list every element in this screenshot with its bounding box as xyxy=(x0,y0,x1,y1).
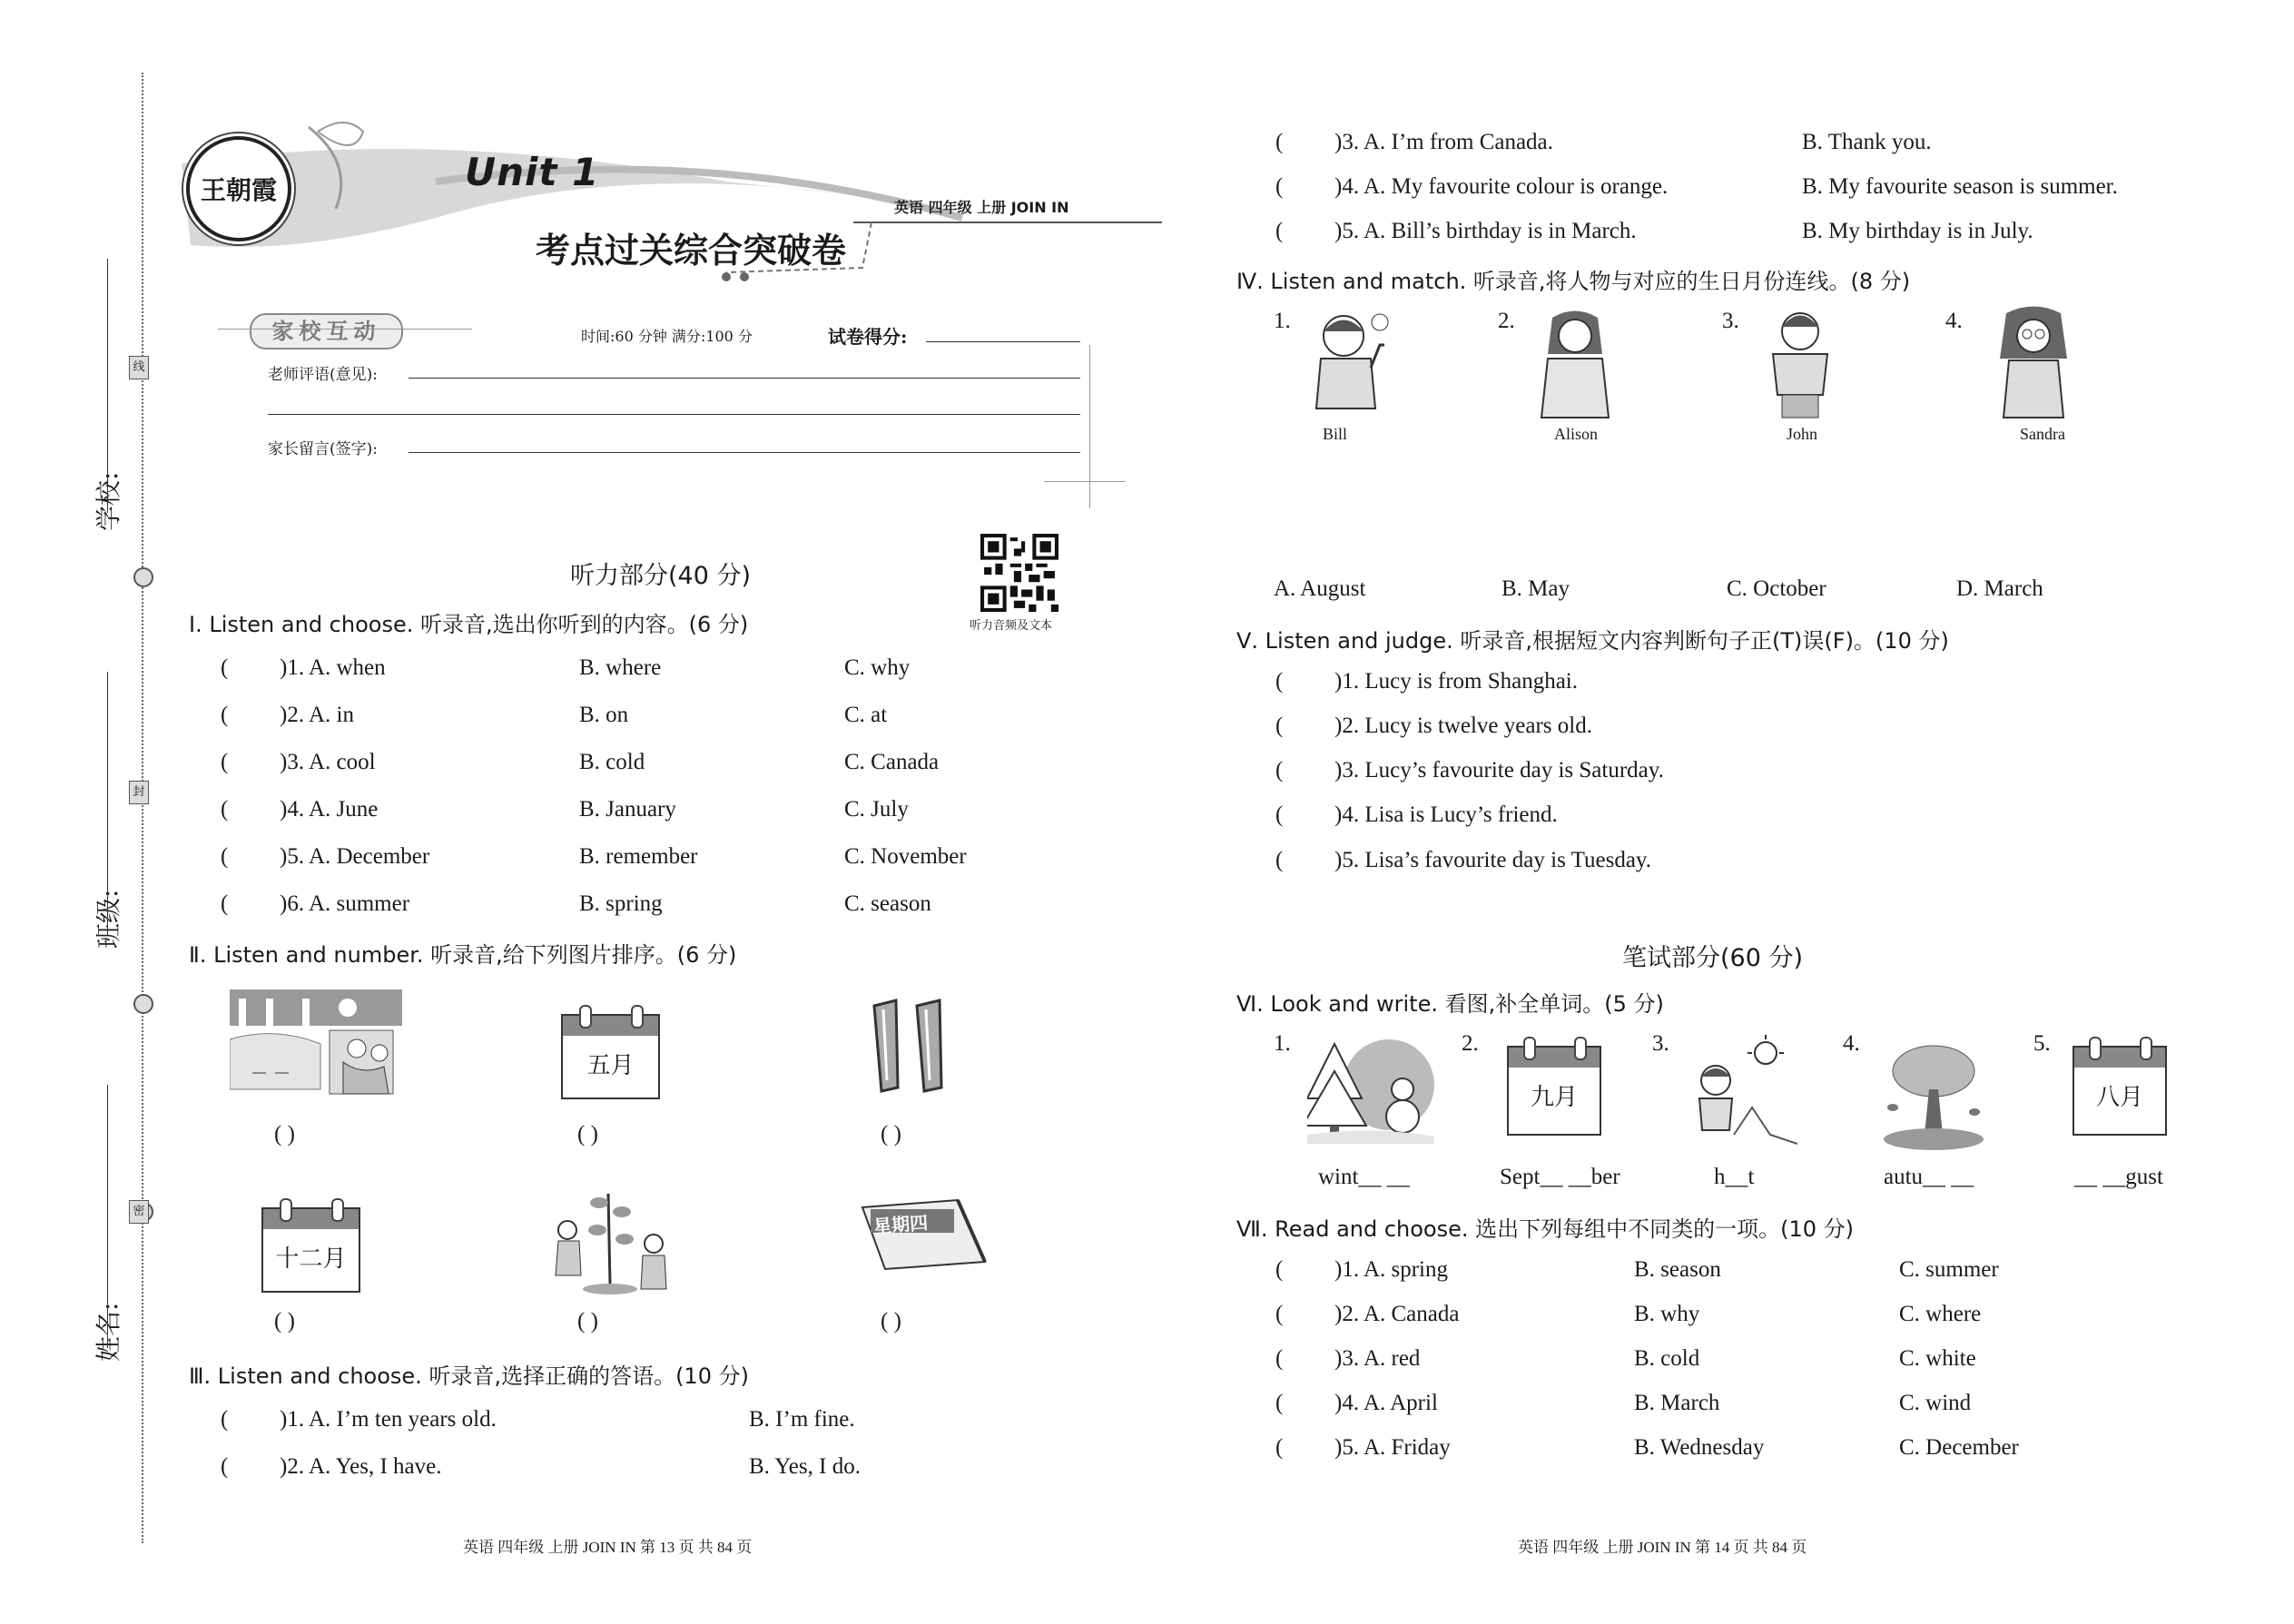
s2-answer-2[interactable]: ( ) xyxy=(577,1122,598,1147)
answer-blank[interactable]: ( xyxy=(221,703,229,727)
box-rule-right-h xyxy=(1044,481,1126,482)
calendar-december xyxy=(261,1207,360,1293)
calendar-december-text: 十二月 xyxy=(275,1245,347,1273)
class-label: 班级: xyxy=(94,889,123,949)
answer-blank[interactable]: ( xyxy=(221,1454,229,1479)
answer-blank[interactable]: ( xyxy=(1275,1302,1284,1326)
s2-answer-1[interactable]: ( ) xyxy=(274,1122,295,1147)
s2-answer-3[interactable]: ( ) xyxy=(881,1122,901,1147)
listening-section-title: 听力部分(40 分) xyxy=(570,562,752,590)
s1-q6: )6. A. summer xyxy=(280,891,410,916)
home-school-label: 家校互动 xyxy=(271,319,381,344)
answer-blank[interactable]: ( xyxy=(1275,1391,1284,1415)
answer-blank[interactable]: ( xyxy=(1275,219,1284,243)
s7-q3-c: C. white xyxy=(1899,1346,1976,1371)
s3-q4: )4. A. My favourite colour is orange. xyxy=(1334,174,1669,199)
s7-q4-c: C. wind xyxy=(1899,1391,1972,1415)
s4-num-2: 2. xyxy=(1498,309,1515,333)
section-3-title: Ⅲ. Listen and choose. 听录音,选择正确的答语。(10 分) xyxy=(189,1363,749,1389)
answer-blank[interactable]: ( xyxy=(1275,669,1284,694)
box-rule-left xyxy=(218,329,472,330)
calendar-august xyxy=(2072,1046,2167,1136)
seal-label-seal: 封 xyxy=(129,781,149,804)
answer-blank[interactable]: ( xyxy=(221,844,229,869)
s1-q1-b: B. where xyxy=(579,655,662,680)
answer-blank[interactable]: ( xyxy=(1275,130,1284,154)
calendar-september-text: 九月 xyxy=(1530,1084,1578,1111)
answer-blank[interactable]: ( xyxy=(221,797,229,822)
person-name-bill: Bill xyxy=(1323,425,1348,443)
s3-q1-b: B. I’m fine. xyxy=(749,1407,855,1432)
page-title: 考点过关综合突破卷 xyxy=(536,230,847,271)
s7-q3-b: B. cold xyxy=(1634,1346,1700,1371)
person-bill xyxy=(1294,304,1403,422)
picture-winter xyxy=(1307,1035,1434,1144)
calendar-august-text: 八月 xyxy=(2095,1084,2143,1111)
word-blank-5[interactable]: __ __gust xyxy=(2074,1165,2163,1189)
s5-q5: )5. Lisa’s favourite day is Tuesday. xyxy=(1334,848,1652,872)
s3-q4-b: B. My favourite season is summer. xyxy=(1802,174,2118,199)
calendar-may-text: 五月 xyxy=(586,1052,635,1079)
school-field[interactable] xyxy=(107,259,108,513)
score-field[interactable] xyxy=(926,341,1080,342)
picture-planting-tree xyxy=(545,1176,681,1303)
section-5-title: Ⅴ. Listen and judge. 听录音,根据短文内容判断句子正(T)误(F)。(10 分) xyxy=(1236,628,1949,654)
teacher-comment-field[interactable] xyxy=(409,378,1080,379)
s2-answer-5[interactable]: ( ) xyxy=(577,1309,598,1334)
person-name-john: John xyxy=(1787,425,1818,443)
s1-q6-c: C. season xyxy=(844,891,931,916)
section-6-title: Ⅵ. Look and write. 看图,补全单词。(5 分) xyxy=(1236,991,1664,1017)
s7-q1-b: B. season xyxy=(1634,1257,1721,1282)
edition-tag: 英语 四年级 上册 JOIN IN xyxy=(894,199,1069,216)
s5-q4: )4. Lisa is Lucy’s friend. xyxy=(1334,802,1558,827)
s7-q3: )3. A. red xyxy=(1334,1346,1421,1371)
section-2-title: Ⅱ. Listen and number. 听录音,给下列图片排序。(6 分) xyxy=(189,942,737,968)
parent-comment-field[interactable] xyxy=(409,452,1080,453)
s1-q5-b: B. remember xyxy=(579,844,698,869)
section-7-title: Ⅶ. Read and choose. 选出下列每组中不同类的一项。(10 分) xyxy=(1236,1216,1855,1242)
s3-q3: )3. A. I’m from Canada. xyxy=(1334,130,1553,154)
class-field[interactable] xyxy=(107,672,108,935)
s6-num-1: 1. xyxy=(1274,1031,1291,1056)
s3-q5-b: B. My birthday is in July. xyxy=(1802,219,2033,243)
name-label: 姓名: xyxy=(94,1302,123,1362)
person-john xyxy=(1750,304,1850,422)
right-footer: 英语 四年级 上册 JOIN IN 第 14 页 共 84 页 xyxy=(1518,1539,1807,1556)
answer-blank[interactable]: ( xyxy=(1275,1435,1284,1460)
s1-q5: )5. A. December xyxy=(280,844,430,869)
person-name-alison: Alison xyxy=(1554,425,1599,443)
month-option-a: A. August xyxy=(1274,576,1366,601)
s7-q2-c: C. where xyxy=(1899,1302,1982,1326)
qr-code[interactable] xyxy=(980,534,1058,612)
s1-q2: )2. A. in xyxy=(280,703,354,727)
s7-q1-c: C. summer xyxy=(1899,1257,1999,1282)
calendar-may xyxy=(561,1014,660,1099)
brand-logo-text: 王朝霞 xyxy=(200,175,277,205)
answer-blank[interactable]: ( xyxy=(221,1407,229,1432)
s6-num-4: 4. xyxy=(1843,1031,1860,1056)
s7-q5-b: B. Wednesday xyxy=(1634,1435,1765,1460)
section-1-title: Ⅰ. Listen and choose. 听录音,选出你听到的内容。(6 分) xyxy=(189,612,749,637)
s3-q3-b: B. Thank you. xyxy=(1802,130,1932,154)
time-info: 时间:60 分钟 满分:100 分 xyxy=(581,328,753,345)
answer-blank[interactable]: ( xyxy=(1275,802,1284,827)
picture-snow-family xyxy=(230,989,402,1107)
s7-q4-b: B. March xyxy=(1634,1391,1720,1415)
s2-answer-6[interactable]: ( ) xyxy=(881,1309,901,1334)
s1-q5-c: C. November xyxy=(844,844,967,869)
answer-blank[interactable]: ( xyxy=(1275,174,1284,199)
picture-autumn-tree xyxy=(1875,1035,1993,1153)
brand-logo xyxy=(186,136,291,241)
s1-q4: )4. A. June xyxy=(280,797,379,822)
writing-section-title: 笔试部分(60 分) xyxy=(1622,944,1804,972)
s5-q1: )1. Lucy is from Shanghai. xyxy=(1334,669,1579,694)
binding-mark-1 xyxy=(133,567,153,587)
s7-q5: )5. A. Friday xyxy=(1334,1435,1451,1460)
desk-calendar-text: 星期四 xyxy=(872,1211,929,1238)
word-blank-2[interactable]: Sept__ __ber xyxy=(1500,1165,1620,1189)
calendar-september xyxy=(1507,1046,1601,1136)
parent-comment-label: 家长留言(签字): xyxy=(268,440,378,458)
binding-dotted-line xyxy=(142,73,143,1543)
answer-blank[interactable]: ( xyxy=(1275,1257,1284,1282)
teacher-comment-label: 老师评语(意见): xyxy=(268,366,378,384)
s1-q3: )3. A. cool xyxy=(280,750,376,774)
answer-blank[interactable]: ( xyxy=(1275,758,1284,782)
box-rule-right-v xyxy=(1089,345,1090,508)
month-option-c: C. October xyxy=(1727,576,1826,601)
s3-q5: )5. A. Bill’s birthday is in March. xyxy=(1334,219,1637,243)
s5-q3: )3. Lucy’s favourite day is Saturday. xyxy=(1334,758,1664,782)
answer-blank[interactable]: ( xyxy=(1275,714,1284,738)
answer-blank[interactable]: ( xyxy=(221,891,229,916)
month-option-b: B. May xyxy=(1501,576,1570,601)
answer-blank[interactable]: ( xyxy=(221,655,229,680)
s1-q3-c: C. Canada xyxy=(844,750,940,774)
s6-num-3: 3. xyxy=(1652,1031,1669,1056)
qr-caption: 听力音频及文本 xyxy=(970,619,1053,633)
s4-num-4: 4. xyxy=(1945,309,1963,333)
seal-label-line: 线 xyxy=(129,356,149,379)
left-footer: 英语 四年级 上册 JOIN IN 第 13 页 共 84 页 xyxy=(463,1539,753,1556)
picture-number-eleven xyxy=(867,997,958,1097)
s1-q6-b: B. spring xyxy=(579,891,663,916)
s3-q2-b: B. Yes, I do. xyxy=(749,1454,861,1479)
s1-q4-c: C. July xyxy=(844,797,909,822)
unit-title: Unit 1 xyxy=(465,150,600,194)
word-blank-1[interactable]: wint__ __ xyxy=(1318,1165,1410,1189)
s4-num-1: 1. xyxy=(1274,309,1291,333)
home-school-badge xyxy=(250,313,403,349)
answer-blank[interactable]: ( xyxy=(1275,848,1284,872)
person-alison xyxy=(1525,304,1625,422)
s7-q5-c: C. December xyxy=(1899,1435,2019,1460)
word-blank-4[interactable]: autu__ __ xyxy=(1884,1165,1974,1189)
answer-blank[interactable]: ( xyxy=(221,750,229,774)
s7-q2-b: B. why xyxy=(1634,1302,1700,1326)
s3-q1: )1. A. I’m ten years old. xyxy=(280,1407,497,1432)
s1-q2-b: B. on xyxy=(579,703,629,727)
teacher-comment-field-2[interactable] xyxy=(268,414,1080,415)
name-field[interactable] xyxy=(107,1085,108,1348)
s7-q1: )1. A. spring xyxy=(1334,1257,1448,1282)
picture-hot-day xyxy=(1679,1035,1797,1153)
s2-answer-4[interactable]: ( ) xyxy=(274,1309,295,1334)
s4-num-3: 3. xyxy=(1722,309,1739,333)
person-sandra xyxy=(1984,304,2083,422)
s7-q2: )2. A. Canada xyxy=(1334,1302,1460,1326)
month-option-d: D. March xyxy=(1956,576,2043,601)
s1-q2-c: C. at xyxy=(844,703,888,727)
person-name-sandra: Sandra xyxy=(2020,425,2065,443)
score-label: 试卷得分: xyxy=(828,326,908,348)
s1-q1: )1. A. when xyxy=(280,655,386,680)
s3-q2: )2. A. Yes, I have. xyxy=(280,1454,442,1479)
word-blank-3[interactable]: h__t xyxy=(1714,1165,1755,1189)
s6-num-5: 5. xyxy=(2033,1031,2051,1056)
s5-q2: )2. Lucy is twelve years old. xyxy=(1334,714,1592,738)
s1-q3-b: B. cold xyxy=(579,750,645,774)
s1-q4-b: B. January xyxy=(579,797,676,822)
answer-blank[interactable]: ( xyxy=(1275,1346,1284,1371)
section-4-title: Ⅳ. Listen and match. 听录音,将人物与对应的生日月份连线。(8 分) xyxy=(1236,269,1911,294)
s1-q1-c: C. why xyxy=(844,655,911,680)
seal-label-secret: 密 xyxy=(129,1200,149,1224)
binding-mark-2 xyxy=(133,994,153,1014)
school-label: 学校: xyxy=(94,471,123,531)
s7-q4: )4. A. April xyxy=(1334,1391,1438,1415)
s6-num-2: 2. xyxy=(1462,1031,1479,1056)
